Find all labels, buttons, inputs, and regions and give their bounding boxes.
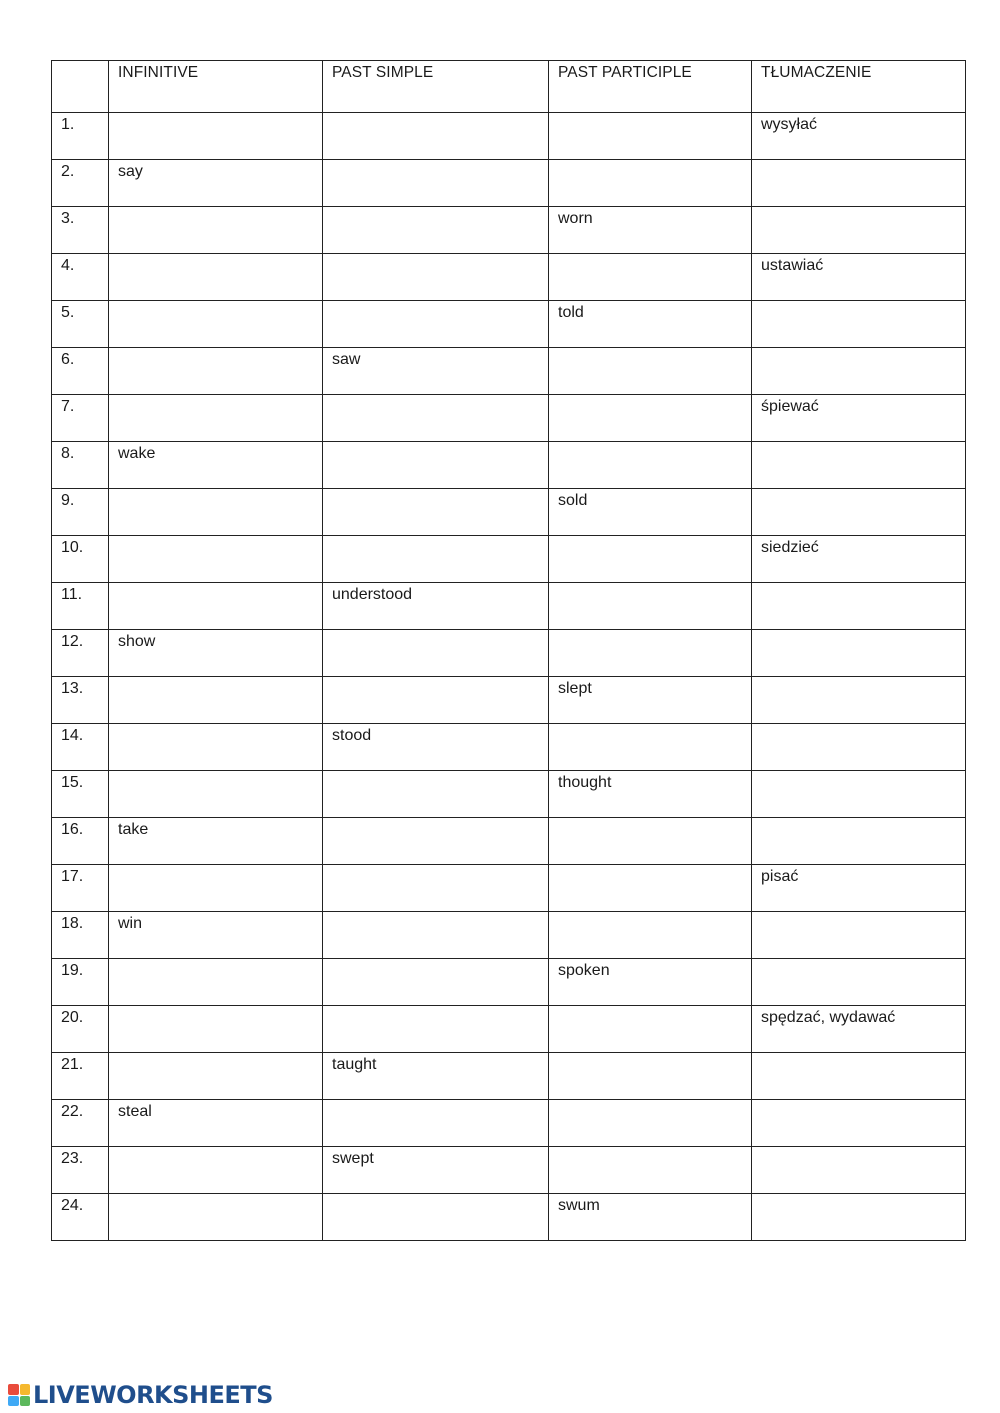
past-simple-cell: understood bbox=[323, 583, 549, 630]
table-row bbox=[52, 818, 966, 865]
row-number: 22. bbox=[52, 1100, 109, 1147]
past-simple-cell[interactable] bbox=[323, 771, 549, 818]
translation-cell[interactable] bbox=[752, 160, 966, 207]
row-number: 17. bbox=[52, 865, 109, 912]
past-participle-cell[interactable] bbox=[549, 1147, 752, 1194]
translation-cell[interactable] bbox=[752, 959, 966, 1006]
translation-cell[interactable] bbox=[752, 1053, 966, 1100]
past-simple-cell[interactable] bbox=[323, 959, 549, 1006]
table-row bbox=[52, 724, 966, 771]
infinitive-cell[interactable] bbox=[109, 771, 323, 818]
table-row bbox=[52, 207, 966, 254]
header-past-participle: PAST PARTICIPLE bbox=[549, 61, 752, 113]
past-simple-cell[interactable] bbox=[323, 1100, 549, 1147]
past-simple-cell: swept bbox=[323, 1147, 549, 1194]
translation-cell[interactable] bbox=[752, 583, 966, 630]
table-row bbox=[52, 113, 966, 160]
translation-cell: wysyłać bbox=[752, 113, 966, 160]
row-number: 15. bbox=[52, 771, 109, 818]
row-number: 16. bbox=[52, 818, 109, 865]
past-participle-cell[interactable] bbox=[549, 724, 752, 771]
translation-cell: śpiewać bbox=[752, 395, 966, 442]
infinitive-cell[interactable] bbox=[109, 395, 323, 442]
past-simple-cell[interactable] bbox=[323, 254, 549, 301]
past-participle-cell: swum bbox=[549, 1194, 752, 1241]
infinitive-cell[interactable] bbox=[109, 489, 323, 536]
past-participle-cell: sold bbox=[549, 489, 752, 536]
past-participle-cell[interactable] bbox=[549, 442, 752, 489]
past-simple-cell[interactable] bbox=[323, 442, 549, 489]
translation-cell[interactable] bbox=[752, 489, 966, 536]
row-number: 11. bbox=[52, 583, 109, 630]
row-number: 2. bbox=[52, 160, 109, 207]
infinitive-cell[interactable] bbox=[109, 254, 323, 301]
row-number: 23. bbox=[52, 1147, 109, 1194]
past-participle-cell[interactable] bbox=[549, 1053, 752, 1100]
row-number: 19. bbox=[52, 959, 109, 1006]
translation-cell[interactable] bbox=[752, 818, 966, 865]
table-row bbox=[52, 489, 966, 536]
past-simple-cell: stood bbox=[323, 724, 549, 771]
table-row bbox=[52, 536, 966, 583]
translation-cell[interactable] bbox=[752, 1147, 966, 1194]
row-number: 10. bbox=[52, 536, 109, 583]
infinitive-cell[interactable] bbox=[109, 1006, 323, 1053]
infinitive-cell[interactable] bbox=[109, 959, 323, 1006]
infinitive-cell: show bbox=[109, 630, 323, 677]
translation-cell[interactable] bbox=[752, 1100, 966, 1147]
past-participle-cell[interactable] bbox=[549, 1100, 752, 1147]
table-row bbox=[52, 865, 966, 912]
header-infinitive: INFINITIVE bbox=[109, 61, 323, 113]
row-number: 1. bbox=[52, 113, 109, 160]
table-row bbox=[52, 160, 966, 207]
infinitive-cell: take bbox=[109, 818, 323, 865]
past-simple-cell[interactable] bbox=[323, 1194, 549, 1241]
table-body bbox=[52, 113, 966, 1241]
table-row bbox=[52, 1053, 966, 1100]
past-simple-cell[interactable] bbox=[323, 489, 549, 536]
infinitive-cell[interactable] bbox=[109, 1194, 323, 1241]
header-number bbox=[52, 61, 109, 113]
logo-square bbox=[8, 1384, 19, 1395]
logo-text: LIVEWORKSHEETS bbox=[33, 1381, 273, 1409]
translation-cell[interactable] bbox=[752, 348, 966, 395]
past-participle-cell[interactable] bbox=[549, 865, 752, 912]
past-participle-cell[interactable] bbox=[549, 254, 752, 301]
infinitive-cell[interactable] bbox=[109, 724, 323, 771]
table-header-row bbox=[52, 61, 966, 113]
past-simple-cell[interactable] bbox=[323, 912, 549, 959]
infinitive-cell[interactable] bbox=[109, 113, 323, 160]
past-participle-cell: spoken bbox=[549, 959, 752, 1006]
translation-cell[interactable] bbox=[752, 630, 966, 677]
infinitive-cell: say bbox=[109, 160, 323, 207]
past-simple-cell[interactable] bbox=[323, 536, 549, 583]
past-participle-cell[interactable] bbox=[549, 395, 752, 442]
table-row bbox=[52, 442, 966, 489]
past-simple-cell: saw bbox=[323, 348, 549, 395]
translation-cell[interactable] bbox=[752, 442, 966, 489]
past-participle-cell[interactable] bbox=[549, 912, 752, 959]
infinitive-cell[interactable] bbox=[109, 536, 323, 583]
logo-square bbox=[8, 1396, 19, 1407]
table-row bbox=[52, 1194, 966, 1241]
translation-cell[interactable] bbox=[752, 677, 966, 724]
infinitive-cell: wake bbox=[109, 442, 323, 489]
table-row bbox=[52, 1006, 966, 1053]
table-row bbox=[52, 912, 966, 959]
past-simple-cell[interactable] bbox=[323, 1006, 549, 1053]
past-simple-cell[interactable] bbox=[323, 207, 549, 254]
row-number: 21. bbox=[52, 1053, 109, 1100]
liveworksheets-logo bbox=[8, 1381, 273, 1409]
translation-cell[interactable] bbox=[752, 724, 966, 771]
row-number: 5. bbox=[52, 301, 109, 348]
row-number: 4. bbox=[52, 254, 109, 301]
logo-grid-icon bbox=[8, 1384, 30, 1406]
past-simple-cell[interactable] bbox=[323, 395, 549, 442]
past-participle-cell[interactable] bbox=[549, 818, 752, 865]
translation-cell: siedzieć bbox=[752, 536, 966, 583]
past-participle-cell[interactable] bbox=[549, 113, 752, 160]
past-simple-cell[interactable] bbox=[323, 677, 549, 724]
past-simple-cell[interactable] bbox=[323, 160, 549, 207]
past-simple-cell[interactable] bbox=[323, 818, 549, 865]
infinitive-cell[interactable] bbox=[109, 348, 323, 395]
translation-cell[interactable] bbox=[752, 912, 966, 959]
row-number: 14. bbox=[52, 724, 109, 771]
past-participle-cell[interactable] bbox=[549, 160, 752, 207]
translation-cell: spędzać, wydawać bbox=[752, 1006, 966, 1053]
header-translation: TŁUMACZENIE bbox=[752, 61, 966, 113]
table-row bbox=[52, 395, 966, 442]
table-row bbox=[52, 1100, 966, 1147]
past-participle-cell[interactable] bbox=[549, 583, 752, 630]
table-row bbox=[52, 583, 966, 630]
past-simple-cell[interactable] bbox=[323, 113, 549, 160]
infinitive-cell[interactable] bbox=[109, 677, 323, 724]
logo-square bbox=[20, 1396, 31, 1407]
table-row bbox=[52, 771, 966, 818]
past-participle-cell: thought bbox=[549, 771, 752, 818]
infinitive-cell: steal bbox=[109, 1100, 323, 1147]
translation-cell[interactable] bbox=[752, 771, 966, 818]
past-participle-cell[interactable] bbox=[549, 348, 752, 395]
translation-cell: ustawiać bbox=[752, 254, 966, 301]
past-participle-cell[interactable] bbox=[549, 536, 752, 583]
row-number: 9. bbox=[52, 489, 109, 536]
translation-cell[interactable] bbox=[752, 1194, 966, 1241]
table-row bbox=[52, 959, 966, 1006]
table-row bbox=[52, 254, 966, 301]
table-row bbox=[52, 677, 966, 724]
row-number: 12. bbox=[52, 630, 109, 677]
infinitive-cell[interactable] bbox=[109, 1147, 323, 1194]
past-participle-cell: told bbox=[549, 301, 752, 348]
past-simple-cell[interactable] bbox=[323, 301, 549, 348]
translation-cell: pisać bbox=[752, 865, 966, 912]
infinitive-cell: win bbox=[109, 912, 323, 959]
row-number: 13. bbox=[52, 677, 109, 724]
past-participle-cell: slept bbox=[549, 677, 752, 724]
translation-cell[interactable] bbox=[752, 207, 966, 254]
infinitive-cell[interactable] bbox=[109, 301, 323, 348]
past-participle-cell[interactable] bbox=[549, 630, 752, 677]
past-simple-cell[interactable] bbox=[323, 630, 549, 677]
infinitive-cell[interactable] bbox=[109, 207, 323, 254]
translation-cell[interactable] bbox=[752, 301, 966, 348]
table-row bbox=[52, 301, 966, 348]
logo-square bbox=[20, 1384, 31, 1395]
table-row bbox=[52, 1147, 966, 1194]
row-number: 8. bbox=[52, 442, 109, 489]
verb-table bbox=[51, 60, 966, 1241]
table-row bbox=[52, 348, 966, 395]
infinitive-cell[interactable] bbox=[109, 865, 323, 912]
row-number: 3. bbox=[52, 207, 109, 254]
row-number: 18. bbox=[52, 912, 109, 959]
infinitive-cell[interactable] bbox=[109, 583, 323, 630]
past-simple-cell: taught bbox=[323, 1053, 549, 1100]
infinitive-cell[interactable] bbox=[109, 1053, 323, 1100]
row-number: 20. bbox=[52, 1006, 109, 1053]
table-row bbox=[52, 630, 966, 677]
past-participle-cell: worn bbox=[549, 207, 752, 254]
row-number: 6. bbox=[52, 348, 109, 395]
past-participle-cell[interactable] bbox=[549, 1006, 752, 1053]
row-number: 7. bbox=[52, 395, 109, 442]
past-simple-cell[interactable] bbox=[323, 865, 549, 912]
row-number: 24. bbox=[52, 1194, 109, 1241]
header-past-simple: PAST SIMPLE bbox=[323, 61, 549, 113]
